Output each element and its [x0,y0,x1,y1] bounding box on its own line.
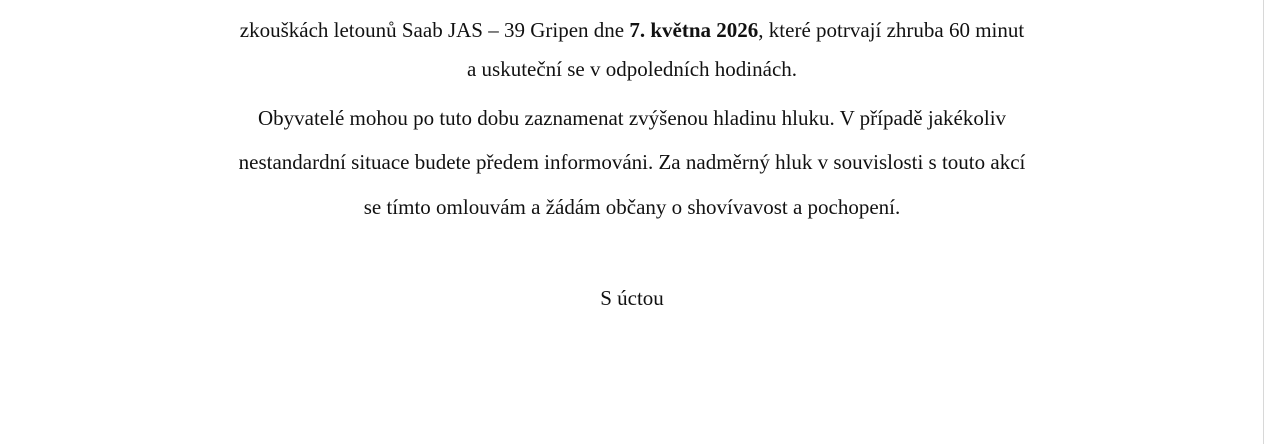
line1-text-start: zkouškách letounů Saab JAS – 39 Gripen dne [239,18,630,42]
line1-text-end: , které potrvají zhruba 60 minut [758,18,1025,42]
closing-salutation: S úctou [600,286,664,310]
paragraph-line-4: nestandardní situace budete předem informováni. Za nadměrný hluk v souvislosti s touto akcí [238,150,1026,174]
event-date: 7. května 2026 [629,18,759,42]
paragraph-line-5: se tímto omlouvám a žádám občany o shovívavost a pochopení. [363,195,901,219]
paragraph-line-1 [0,20,1264,41]
paragraph-line-2: a uskuteční se v odpoledních hodinách. [466,57,798,81]
paragraph-line-3: Obyvatelé mohou po tuto dobu zaznamenat zvýšenou hladinu hluku. V případě jakékoliv [257,106,1007,130]
